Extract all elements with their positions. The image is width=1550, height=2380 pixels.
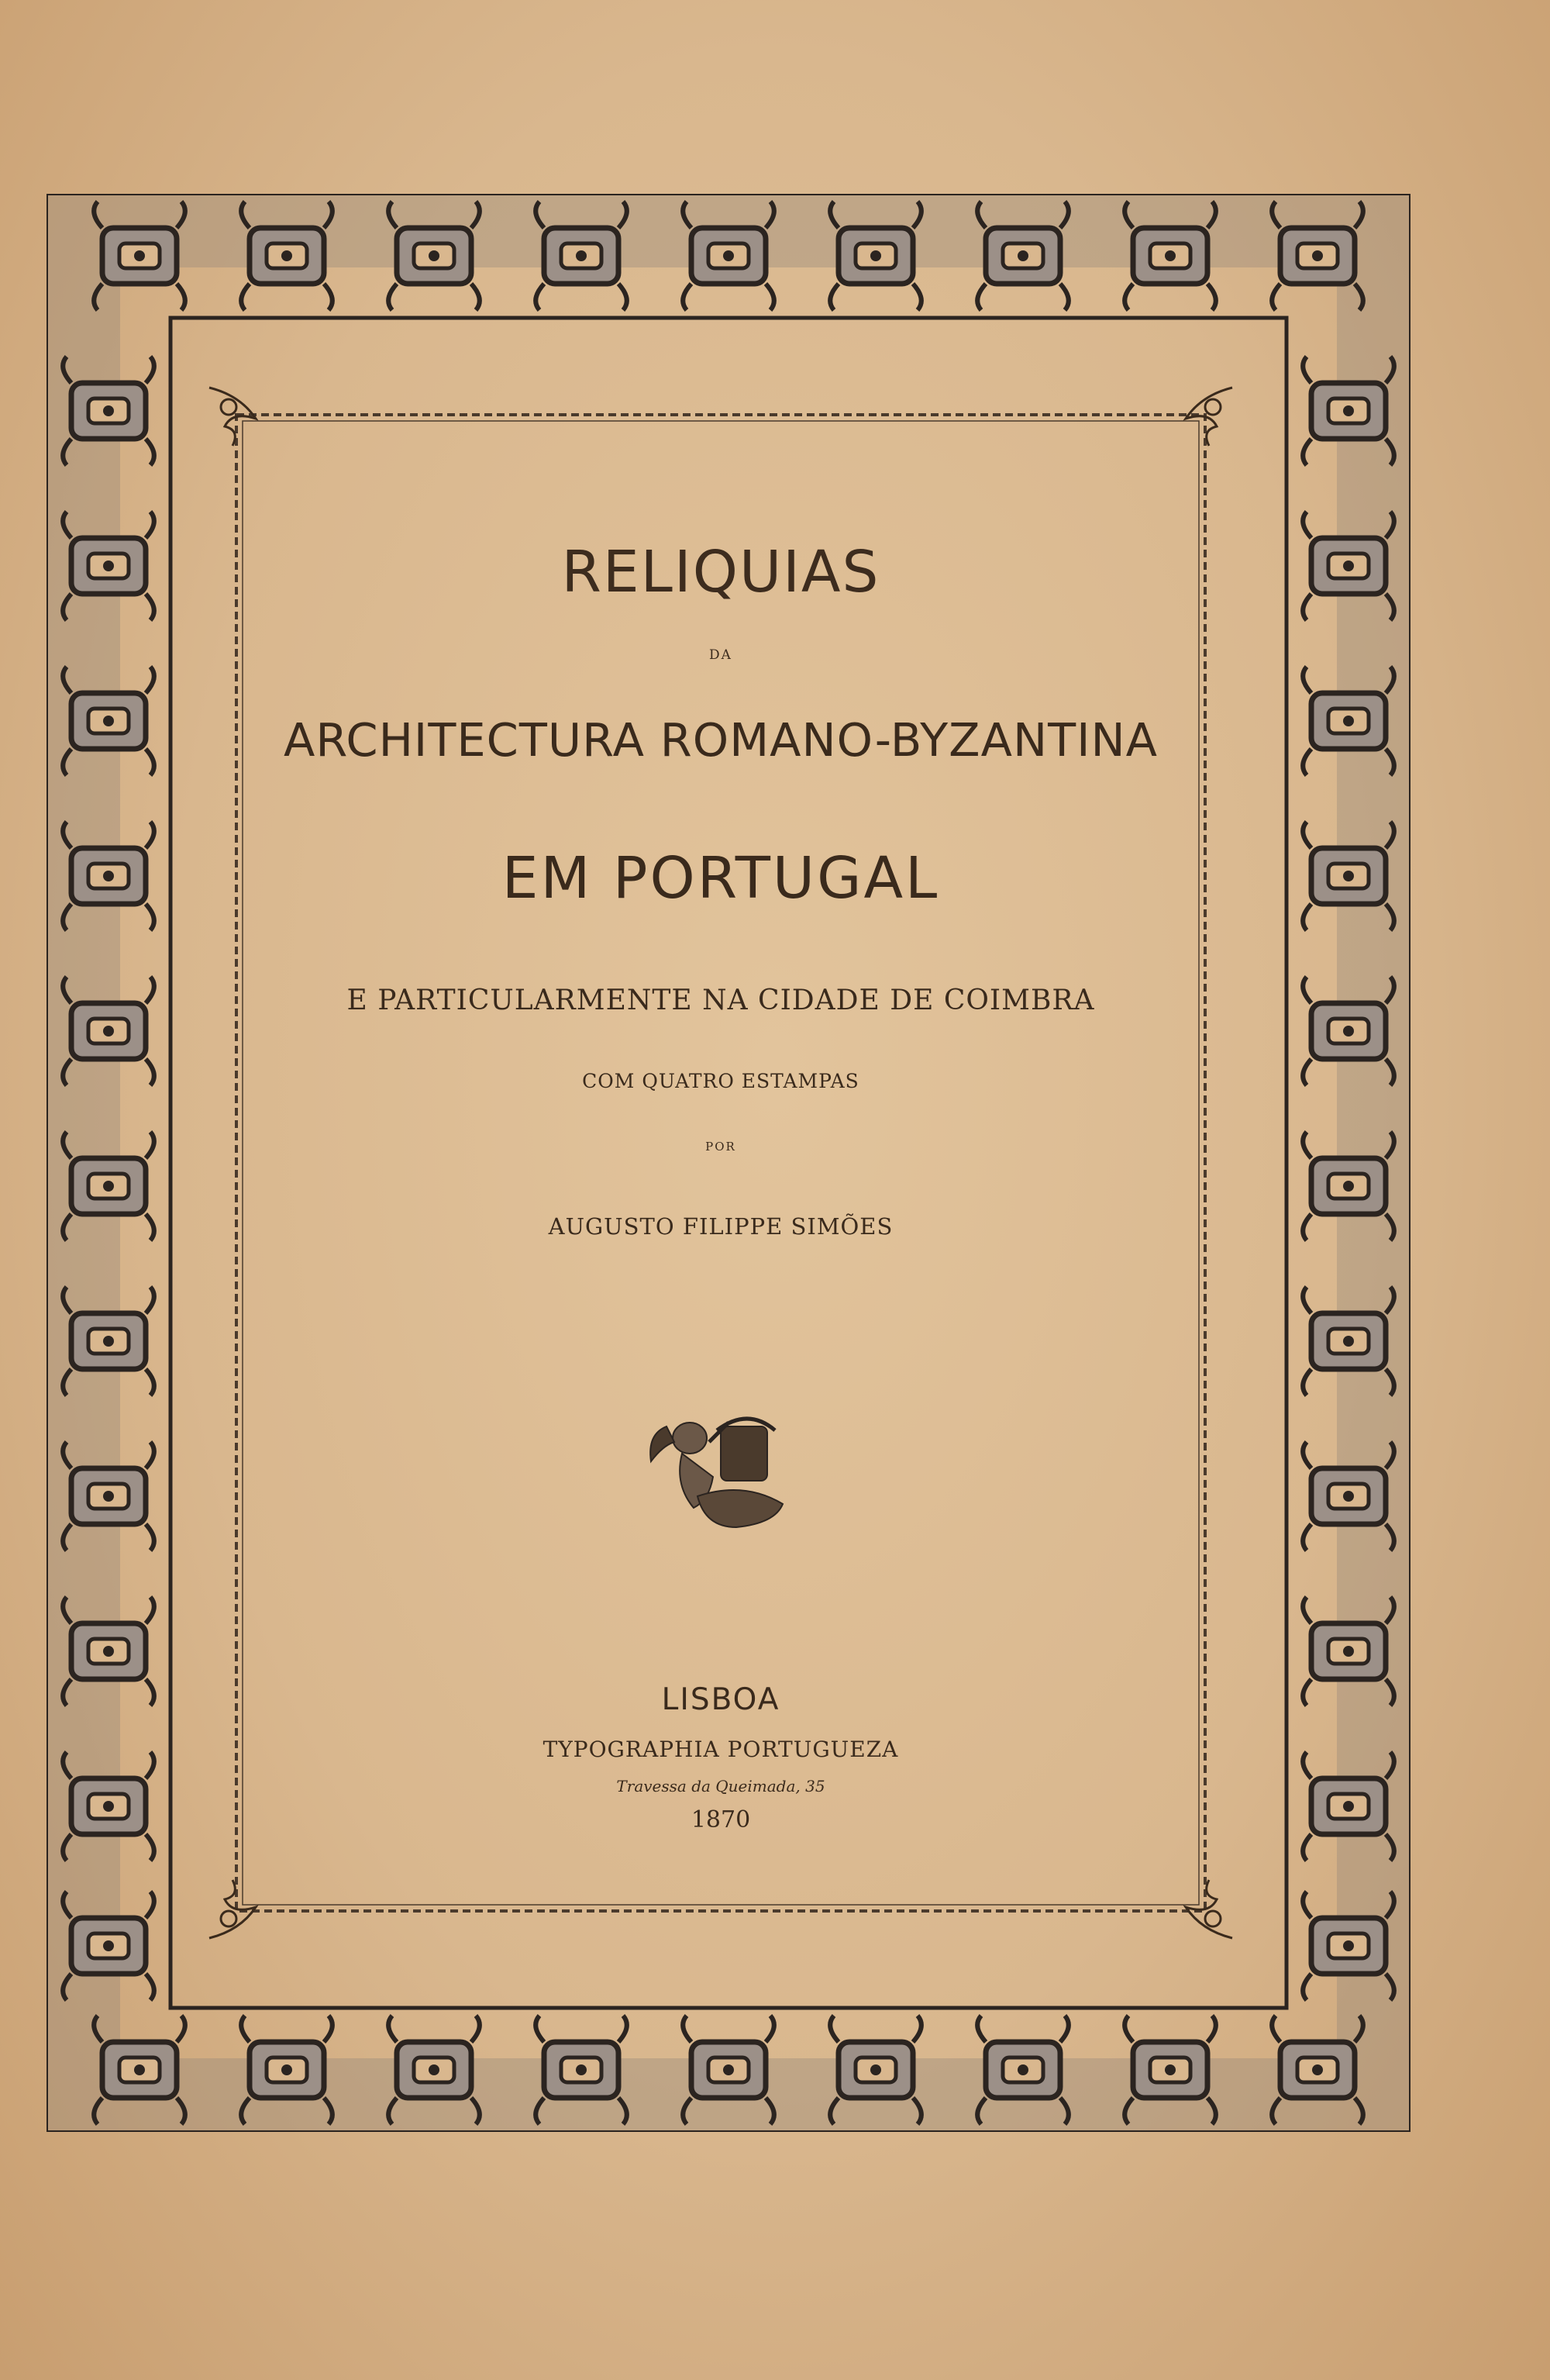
flourish-corner-icon: [209, 1880, 256, 1938]
book-subtitle-location: EM PORTUGAL: [501, 845, 940, 912]
book-subtitle: ARCHITECTURA ROMANO-BYZANTINA: [283, 713, 1159, 767]
imprint-printer: TYPOGRAPHIA PORTUGUEZA: [542, 1737, 899, 1762]
title-connector-da: DA: [709, 647, 732, 663]
flourish-corner-icon: [1186, 388, 1232, 446]
imprint-year: 1870: [691, 1806, 751, 1833]
imprint-address: Travessa da Queimada, 35: [616, 1777, 825, 1795]
imprint-city: LISBOA: [661, 1682, 780, 1717]
book-title: RELIQUIAS: [561, 539, 880, 605]
cherub-vignette: [643, 1395, 798, 1535]
by-connector: POR: [705, 1140, 736, 1154]
text-panel: [194, 372, 1248, 1954]
book-subtitle-detail: E PARTICULARMENTE NA CIDADE DE COIMBRA: [346, 985, 1095, 1016]
flourish-corner-icon: [209, 388, 256, 446]
author-name: AUGUSTO FILIPPE SIMÕES: [548, 1213, 894, 1240]
plates-note: COM QUATRO ESTAMPAS: [582, 1070, 859, 1092]
flourish-corner-icon: [1186, 1880, 1232, 1938]
